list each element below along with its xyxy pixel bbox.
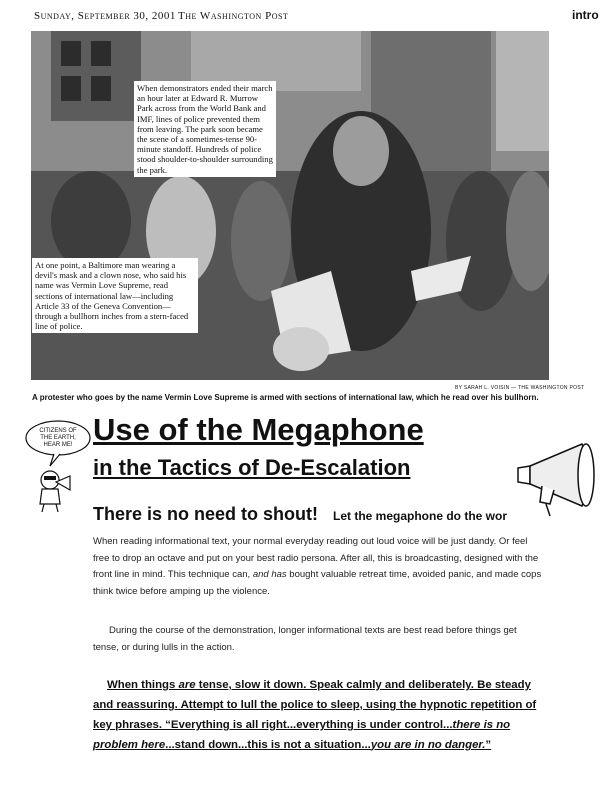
cartoon-speaker-illustration bbox=[20, 418, 92, 513]
cartoon-speech-line-1: CITIZENS OF bbox=[39, 428, 77, 434]
subheading-secondary: Let the megaphone do the wor bbox=[333, 509, 508, 523]
body-paragraph-2: During the course of the demonstration, longer informational texts are best read before things get tense, or during lulls in the action. bbox=[93, 625, 517, 653]
megaphone-icon bbox=[510, 430, 602, 522]
cartoon-speech-line-3: HEAR ME! bbox=[43, 442, 73, 448]
section-label: intro bbox=[572, 8, 599, 22]
title-line-1: Use of the Megaphone bbox=[93, 412, 424, 447]
cartoon-speech-line-2: THE EARTH, bbox=[40, 435, 76, 441]
photo-caption: A protester who goes by the name Vermin Love Supreme is armed with sections of international law, which he read over his bullhorn. bbox=[32, 393, 539, 402]
photo-overlay-text-top: When demonstrators ended their march an hour later at Edward R. Murrow Park across from the World Bank and IMF, lines of police prevented them from leaving. The park soon became the scene of a sometimes-tense 90-minute standoff. Hundreds of police stood shoulder-to-shoulder surrounding the park. bbox=[134, 81, 276, 177]
body-paragraph-1: When reading informational text, your normal everyday reading out loud voice will be just dandy. Or feel free to drop an octave and put on your best radio persona. After all, this is broadcasting, designed with the front line in mind. This technique can, and has bought valuable retreat time, avoided panic, and made cops think twice before amping up the violence. bbox=[93, 536, 542, 597]
header-paper-name: The Washington Post bbox=[178, 10, 289, 22]
photo-overlay-text-bottom: At one point, a Baltimore man wearing a devil's mask and a clown nose, who said his name was Vermin Love Supreme, read sections of international law—including Article 33 of the Geneva Convention—through a bullhorn inches from a stern-faced line of police. bbox=[32, 258, 198, 333]
photo-credit: BY SARAH L. VOISIN — THE WASHINGTON POST bbox=[455, 385, 585, 391]
title-line-2: in the Tactics of De-Escalation bbox=[93, 455, 411, 480]
subheading-main: There is no need to shout! bbox=[93, 504, 319, 524]
emphasis-paragraph: When things are tense, slow it down. Speak calmly and deliberately. Be steady and reassuring. Attempt to lull the police to sleep, using the hypnotic repetition of key phrases. “Everything is all right...everything is under control...there is no problem here...stand down...this is not a situation...you are in no danger.” bbox=[93, 679, 537, 751]
header-date: Sunday, September 30, 2001 bbox=[34, 10, 176, 22]
